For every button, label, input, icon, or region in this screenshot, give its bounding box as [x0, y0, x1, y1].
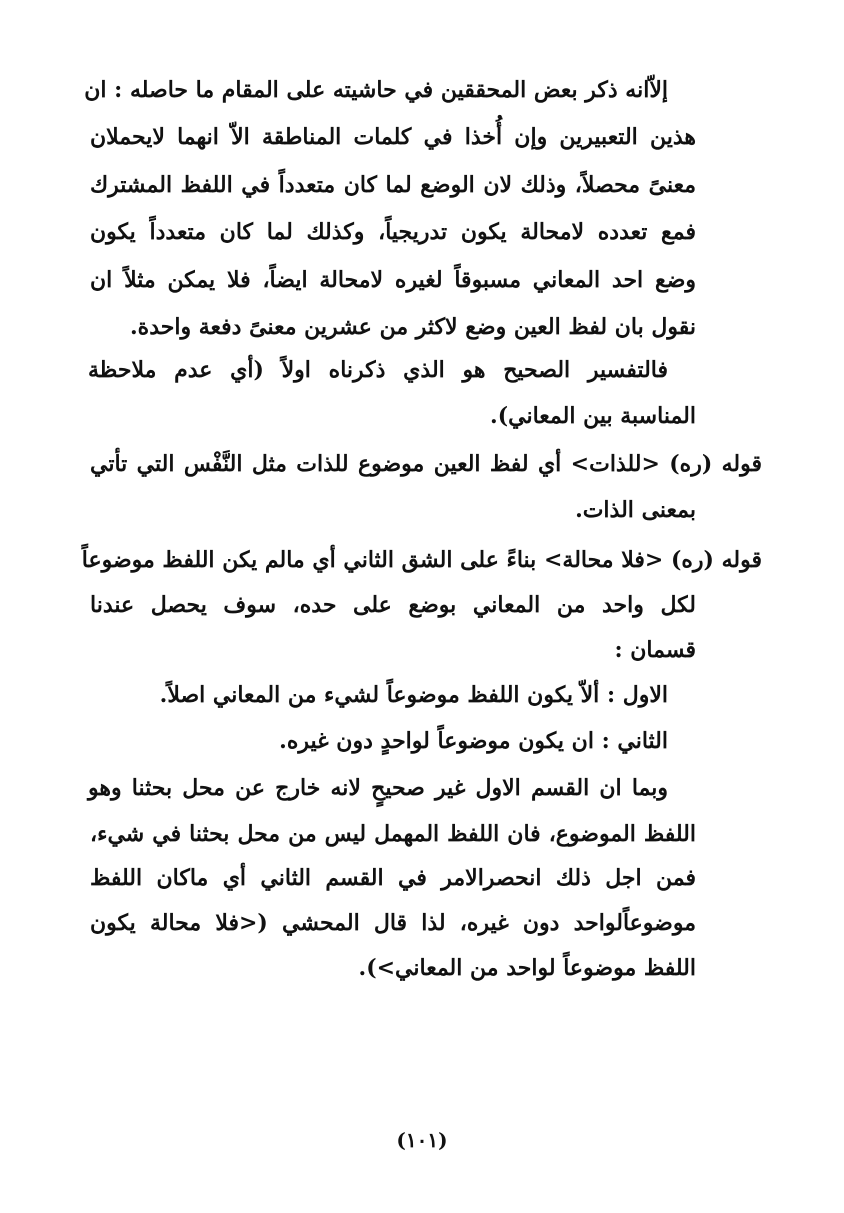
text-line: بمعنى الذات. — [575, 497, 696, 523]
text-line: لكل واحد من المعاني بوضع على حده، سوف يحصل عندنا — [90, 592, 696, 618]
commentary-line: قوله (ره) <فلا محالة> بناءً على الشق الثاني أي مالم يكن اللفظ موضوعاً — [81, 547, 762, 573]
commentary-line: قوله (ره) <للذات> أي لفظ العين موضوع للذات مثل النَّفْس التي تأتي — [90, 451, 762, 477]
text-line: وضع احد المعاني مسبوقاً لغيره لامحالة ايضاً، فلا يمكن مثلاً ان — [90, 267, 696, 293]
text-line: اللفظ موضوعاً لواحد من المعاني>). — [358, 955, 696, 981]
text-line: اللفظ الموضوع، فان اللفظ المهمل ليس من محل بحثنا في شيء، — [90, 821, 696, 847]
text-line: وبما ان القسم الاول غير صحيحٍ لانه خارج عن محل بحثنا وهو — [88, 775, 668, 801]
text-line: هذين التعبيرين وإن أُخذا في كلمات المناطقة الاّ انهما لايحملان — [90, 124, 696, 150]
text-line: فالتفسير الصحيح هو الذي ذكرناه اولاً (أي عدم ملاحظة — [88, 357, 668, 383]
page-number: (١٠١) — [396, 1128, 448, 1152]
text-line: فمن اجل ذلك انحصرالامر في القسم الثاني أي ماكان اللفظ — [90, 865, 696, 891]
text-line: معنىً محصلاً، وذلك لان الوضع لما كان متعدداً في اللفظ المشترك — [90, 172, 696, 198]
text-line: فمع تعدده لامحالة يكون تدريجياً، وكذلك لما كان متعدداً يكون — [90, 219, 696, 245]
text-line: قسمان : — [614, 637, 696, 663]
text-line: إلاّانه ذكر بعض المحققين في حاشيته على المقام ما حاصله : ان — [84, 77, 668, 103]
list-item: الثاني : ان يكون موضوعاً لواحدٍ دون غيره. — [279, 728, 668, 754]
text-line: نقول بان لفظ العين وضع لاكثر من عشرين معنىً دفعة واحدة. — [130, 314, 696, 340]
list-item: الاول : ألاّ يكون اللفظ موضوعاً لشيء من المعاني اصلاً. — [159, 682, 668, 708]
text-line: المناسبة بين المعاني). — [490, 403, 696, 429]
text-line: موضوعاًلواحد دون غيره، لذا قال المحشي (<فلا محالة يكون — [90, 910, 696, 936]
